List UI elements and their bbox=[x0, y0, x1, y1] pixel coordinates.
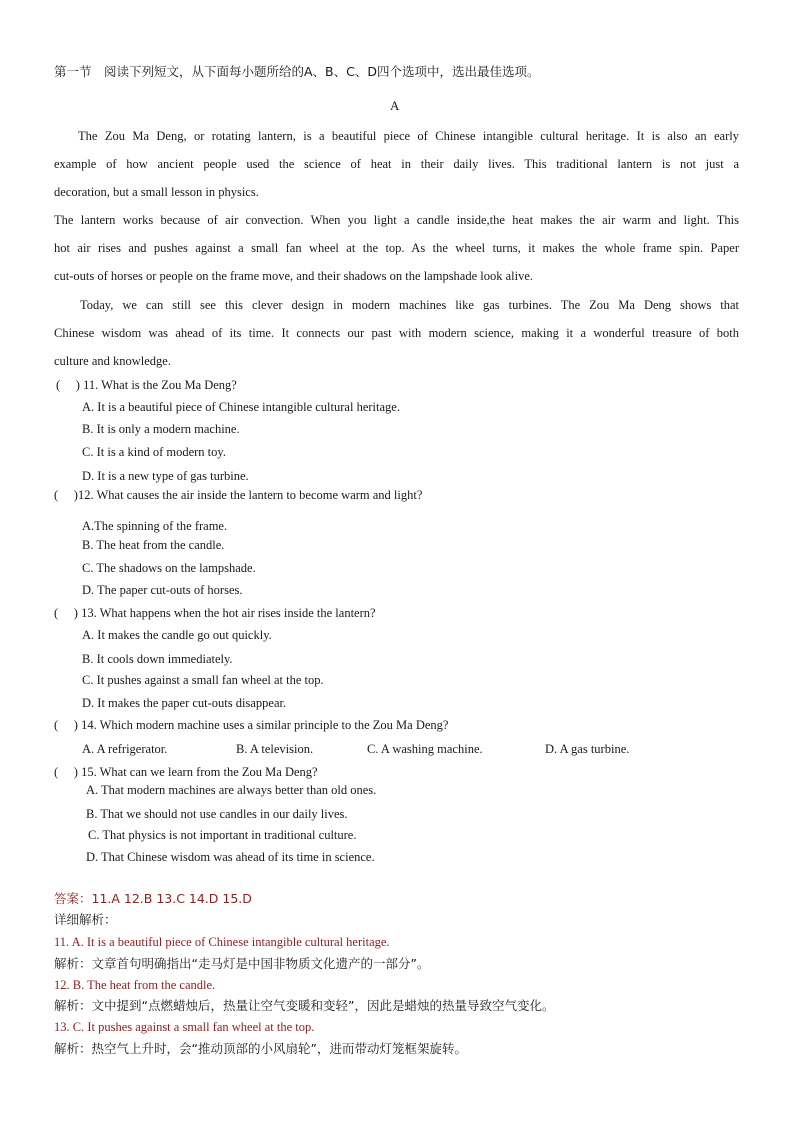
question-stem: ( ) 15. What can we learn from the Zou Ma Deng? bbox=[54, 765, 318, 779]
answer-key: 答案：11.A 12.B 13.C 14.D 15.D bbox=[54, 891, 252, 906]
passage-line: hot air rises and pushes against a small fan wheel at the top. As the wheel turns, it makes the whole frame spin. Paper bbox=[54, 241, 739, 255]
option-c[interactable]: C. It pushes against a small fan wheel at the top. bbox=[82, 673, 324, 687]
passage-line: The lantern works because of air convection. When you light a candle inside,the heat makes the air warm and light. This bbox=[54, 213, 739, 227]
option-a[interactable]: A. It makes the candle go out quickly. bbox=[82, 628, 272, 642]
option-a[interactable]: A. A refrigerator. bbox=[82, 742, 168, 756]
section-header: 第一节 阅读下列短文，从下面每小题所给的A、B、C、D四个选项中，选出最佳选项。 bbox=[54, 64, 540, 79]
answer-explanation: 解析：热空气上升时，会“推动顶部的小风扇轮”，进而带动灯笼框架旋转。 bbox=[54, 1041, 467, 1056]
option-b[interactable]: B. That we should not use candles in our daily lives. bbox=[86, 807, 348, 821]
option-d[interactable]: D. It makes the paper cut-outs disappear. bbox=[82, 696, 287, 710]
passage-line: Today, we can still see this clever design in modern machines like gas turbines. The Zou Ma Deng shows that bbox=[80, 298, 739, 312]
option-b[interactable]: B. It cools down immediately. bbox=[82, 652, 233, 666]
option-c[interactable]: C. A washing machine. bbox=[367, 742, 483, 756]
answer-item: 13. C. It pushes against a small fan wheel at the top. bbox=[54, 1020, 315, 1034]
option-d[interactable]: D. The paper cut-outs of horses. bbox=[82, 583, 243, 597]
question-stem: ( ) 11. What is the Zou Ma Deng? bbox=[56, 378, 237, 392]
option-c[interactable]: C. It is a kind of modern toy. bbox=[82, 445, 226, 459]
passage-line: Chinese wisdom was ahead of its time. It connects our past with modern science, making it a wonderful treasure of both bbox=[54, 326, 739, 340]
question-stem: ( ) 13. What happens when the hot air rises inside the lantern? bbox=[54, 606, 376, 620]
option-a[interactable]: A. That modern machines are always better than old ones. bbox=[86, 783, 377, 797]
detail-label: 详细解析： bbox=[54, 912, 117, 927]
answer-explanation: 解析：文章首句明确指出“走马灯是中国非物质文化遗产的一部分”。 bbox=[54, 956, 430, 971]
option-d[interactable]: D. A gas turbine. bbox=[545, 742, 630, 756]
option-a[interactable]: A.The spinning of the frame. bbox=[82, 519, 228, 533]
passage-line: The Zou Ma Deng, or rotating lantern, is a beautiful piece of Chinese intangible cultural heritage. It is also an early bbox=[78, 129, 739, 143]
option-c[interactable]: C. That physics is not important in traditional culture. bbox=[88, 828, 357, 842]
passage-label: A bbox=[390, 98, 400, 113]
option-b[interactable]: B. It is only a modern machine. bbox=[82, 422, 240, 436]
option-c[interactable]: C. The shadows on the lampshade. bbox=[82, 561, 256, 575]
passage-line: cut-outs of horses or people on the frame move, and their shadows on the lampshade look alive. bbox=[54, 269, 534, 283]
option-b[interactable]: B. The heat from the candle. bbox=[82, 538, 225, 552]
option-a[interactable]: A. It is a beautiful piece of Chinese intangible cultural heritage. bbox=[82, 400, 400, 414]
answer-item: 11. A. It is a beautiful piece of Chinese intangible cultural heritage. bbox=[54, 935, 390, 949]
answer-item: 12. B. The heat from the candle. bbox=[54, 978, 216, 992]
passage-line: culture and knowledge. bbox=[54, 354, 171, 368]
passage-line: decoration, but a small lesson in physics. bbox=[54, 185, 259, 199]
question-stem: ( ) 14. Which modern machine uses a similar principle to the Zou Ma Deng? bbox=[54, 718, 449, 732]
option-b[interactable]: B. A television. bbox=[236, 742, 314, 756]
question-stem: ( )12. What causes the air inside the lantern to become warm and light? bbox=[54, 488, 423, 502]
passage-line: example of how ancient people used the science of heat in their daily lives. This traditional lantern is not just a bbox=[54, 157, 739, 171]
answer-explanation: 解析：文中提到“点燃蜡烛后，热量让空气变暖和变轻”，因此是蜡烛的热量导致空气变化。 bbox=[54, 998, 555, 1013]
option-d[interactable]: D. That Chinese wisdom was ahead of its time in science. bbox=[86, 850, 375, 864]
option-d[interactable]: D. It is a new type of gas turbine. bbox=[82, 469, 249, 483]
